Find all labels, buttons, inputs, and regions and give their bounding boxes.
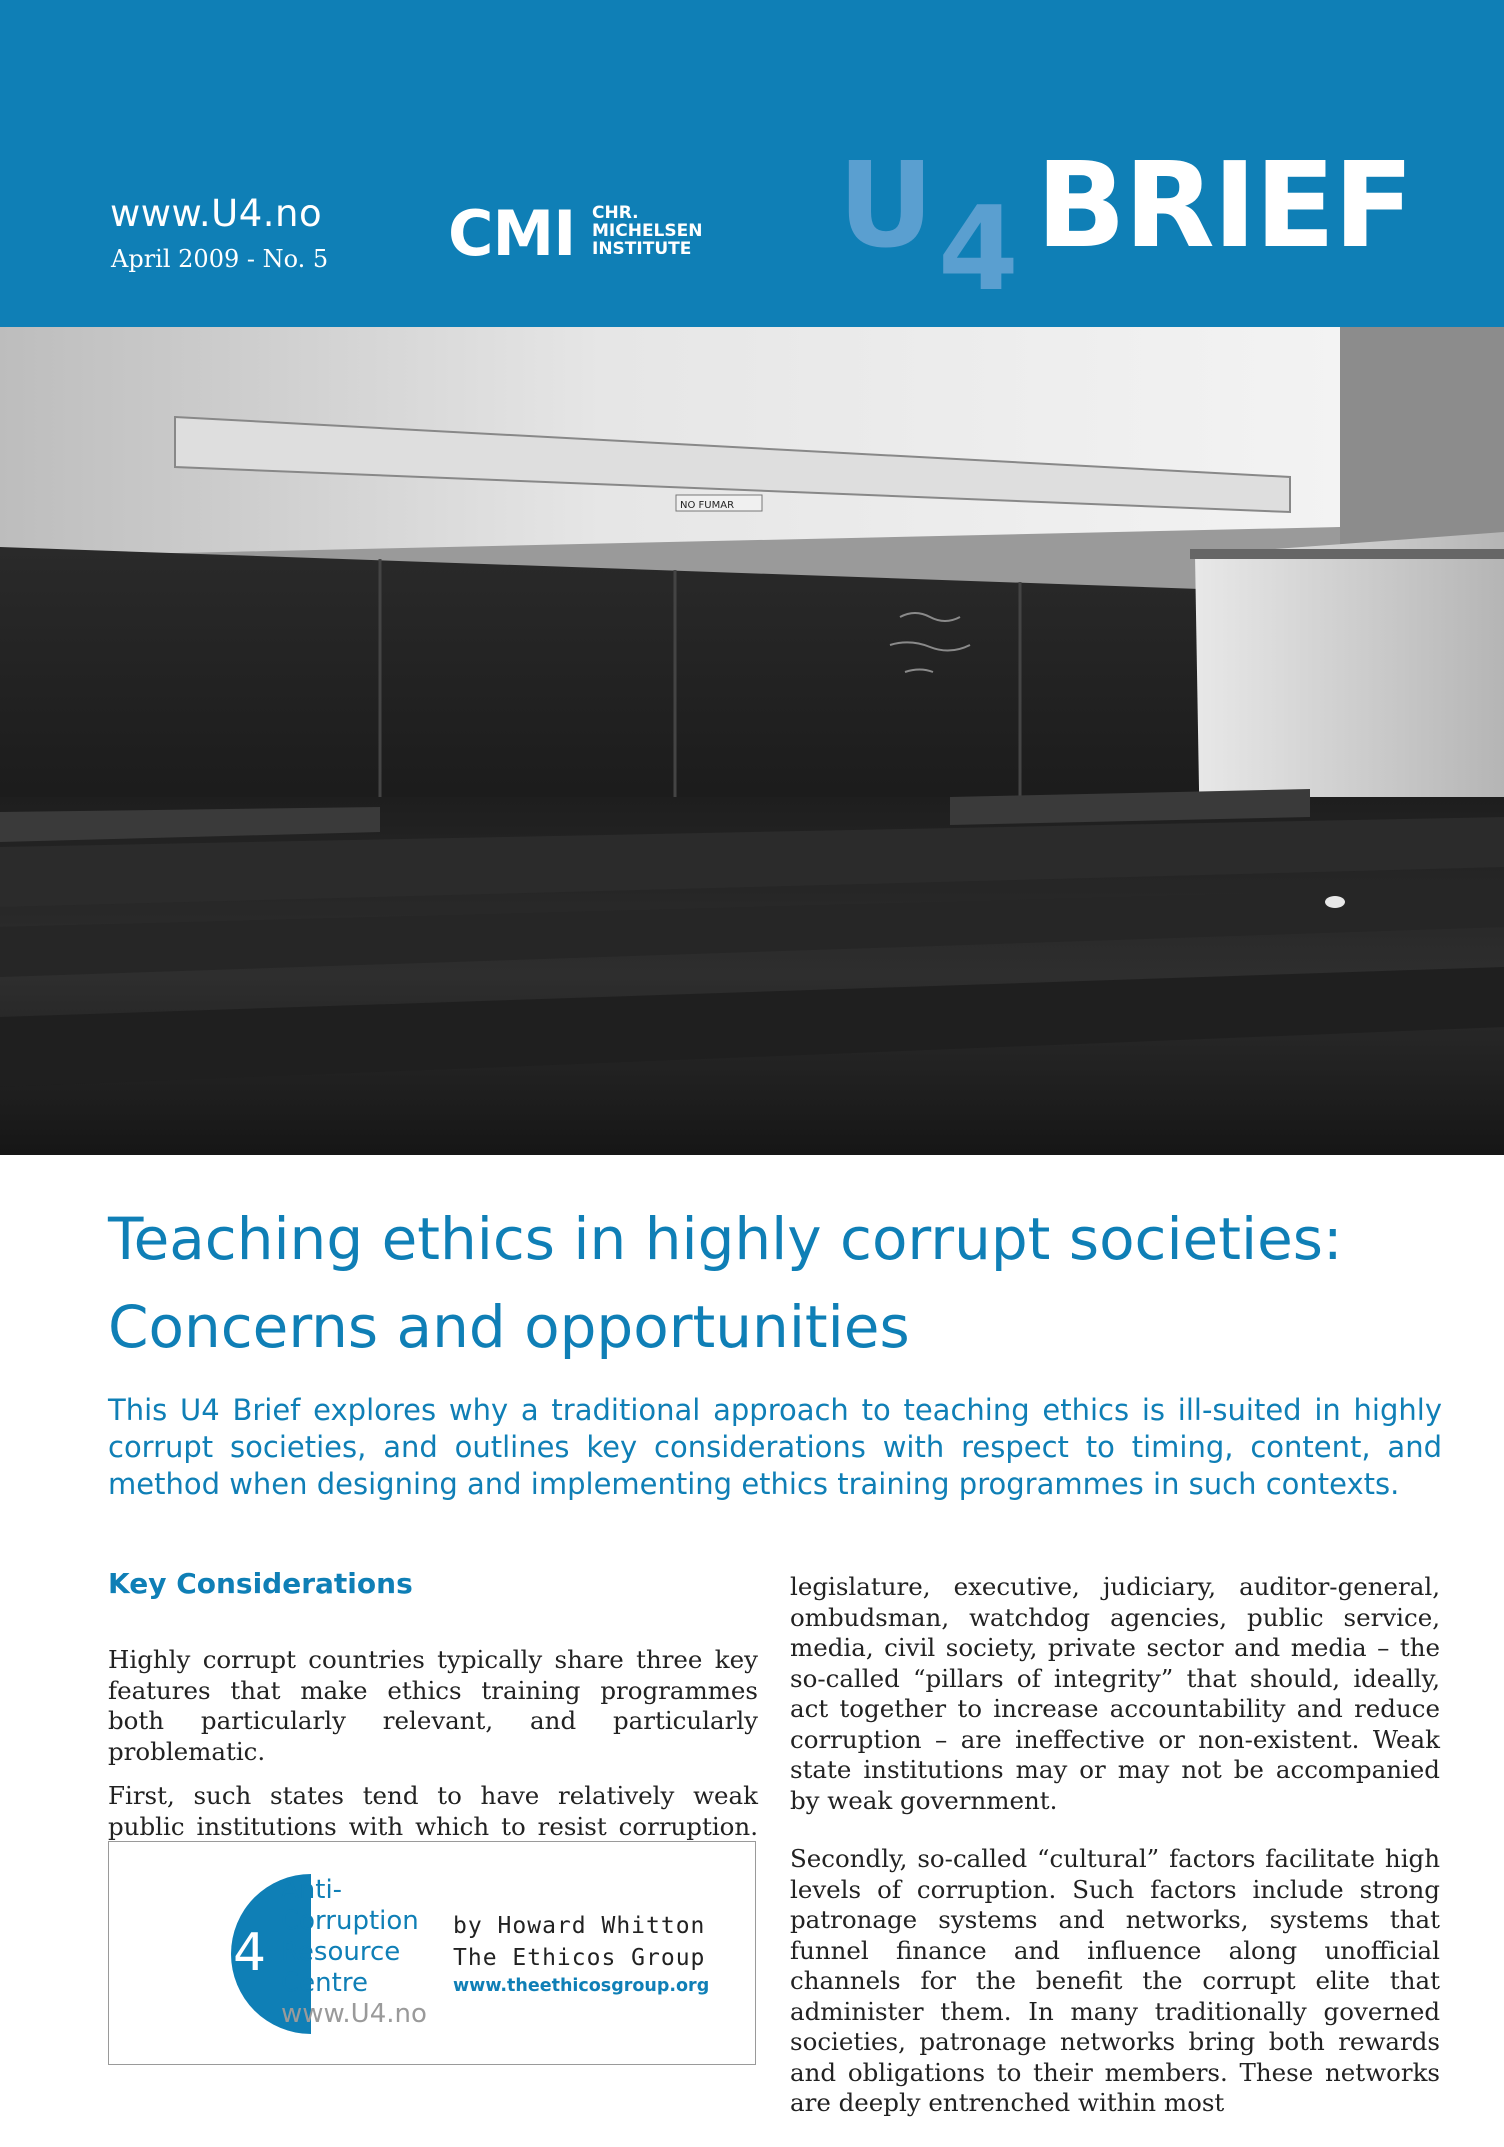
lede-summary: This U4 Brief explores why a traditional approach to teaching ethics is ill-suited in highly corrupt societies, and outlines key considerations with respect to timing, content, and method when designing and implementing ethics training programmes in such contexts. <box>108 1393 1442 1501</box>
brand-four: 4 <box>938 182 1019 317</box>
header-band <box>0 0 1504 327</box>
left-column <box>108 1565 758 1887</box>
anti-corruption-resource-centre <box>281 1875 427 2030</box>
cmi-name-line: INSTITUTE <box>592 239 692 259</box>
cmi-letters: CMI <box>448 197 576 270</box>
brand-word: BRIEF <box>1036 136 1412 274</box>
org-line: Resource <box>281 1937 401 1967</box>
org-line: Corruption <box>281 1906 419 1936</box>
classroom-photo <box>0 327 1504 1155</box>
body-paragraph: First, such states tend to have relatively weak public institutions with which to resist corruption. <box>108 1781 758 1841</box>
body-paragraph: Highly corrupt countries typically share three key features that make ethics training programmes both particularly relevant, and particularly problematic. <box>108 1645 758 1766</box>
title-line: Teaching ethics in highly corrupt societies: <box>108 1205 1343 1273</box>
cmi-name-line: CHR. <box>592 203 639 223</box>
issue-date: April 2009 - No. 5 <box>111 245 329 273</box>
u4-brief-logo <box>838 136 1458 317</box>
u4-logo-text: U4 <box>195 1923 267 1983</box>
right-column <box>790 1572 1440 2147</box>
section-heading: Key Considerations <box>108 1567 413 1600</box>
title-line: Concerns and opportunities <box>108 1293 910 1361</box>
page-title <box>108 1195 1488 1371</box>
cmi-name-line: MICHELSEN <box>592 221 703 241</box>
brand-u: U <box>838 136 934 274</box>
org-url[interactable]: www.U4.no <box>281 1999 427 2029</box>
author-name: by Howard Whitton <box>453 1913 706 1939</box>
author-organisation: The Ethicos Group <box>453 1945 706 1971</box>
org-line: Centre <box>281 1968 368 1998</box>
org-line: Anti- <box>281 1875 343 1905</box>
author-credit <box>453 1910 705 1974</box>
body-paragraph: Secondly, so-called “cultural” factors facilitate high levels of corruption. Such factors include strong patronage systems and networks, systems that funnel finance and influence along unofficial channels for the benefit the corrupt elite that administer them. In many traditionally governed societies, patronage networks bring both rewards and obligations to their members. These networks are deeply entrenched within most <box>790 1844 1440 2117</box>
author-box <box>108 1841 756 2065</box>
site-url[interactable]: www.U4.no <box>110 192 323 235</box>
author-website-link[interactable]: www.theethicosgroup.org <box>453 1976 710 1996</box>
body-paragraph: legislature, executive, judiciary, auditor-general, ombudsman, watchdog agencies, public service, media, civil society, private sector and media – the so-called “pillars of integrity” that should, ideally, act together to increase accountability and reduce corruption – are ineffective or non-existent. Weak state institutions may or may not be accompanied by weak government. <box>790 1572 1440 1815</box>
no-smoking-sign: NO FUMAR <box>680 500 735 511</box>
cmi-institute-name <box>592 204 722 258</box>
